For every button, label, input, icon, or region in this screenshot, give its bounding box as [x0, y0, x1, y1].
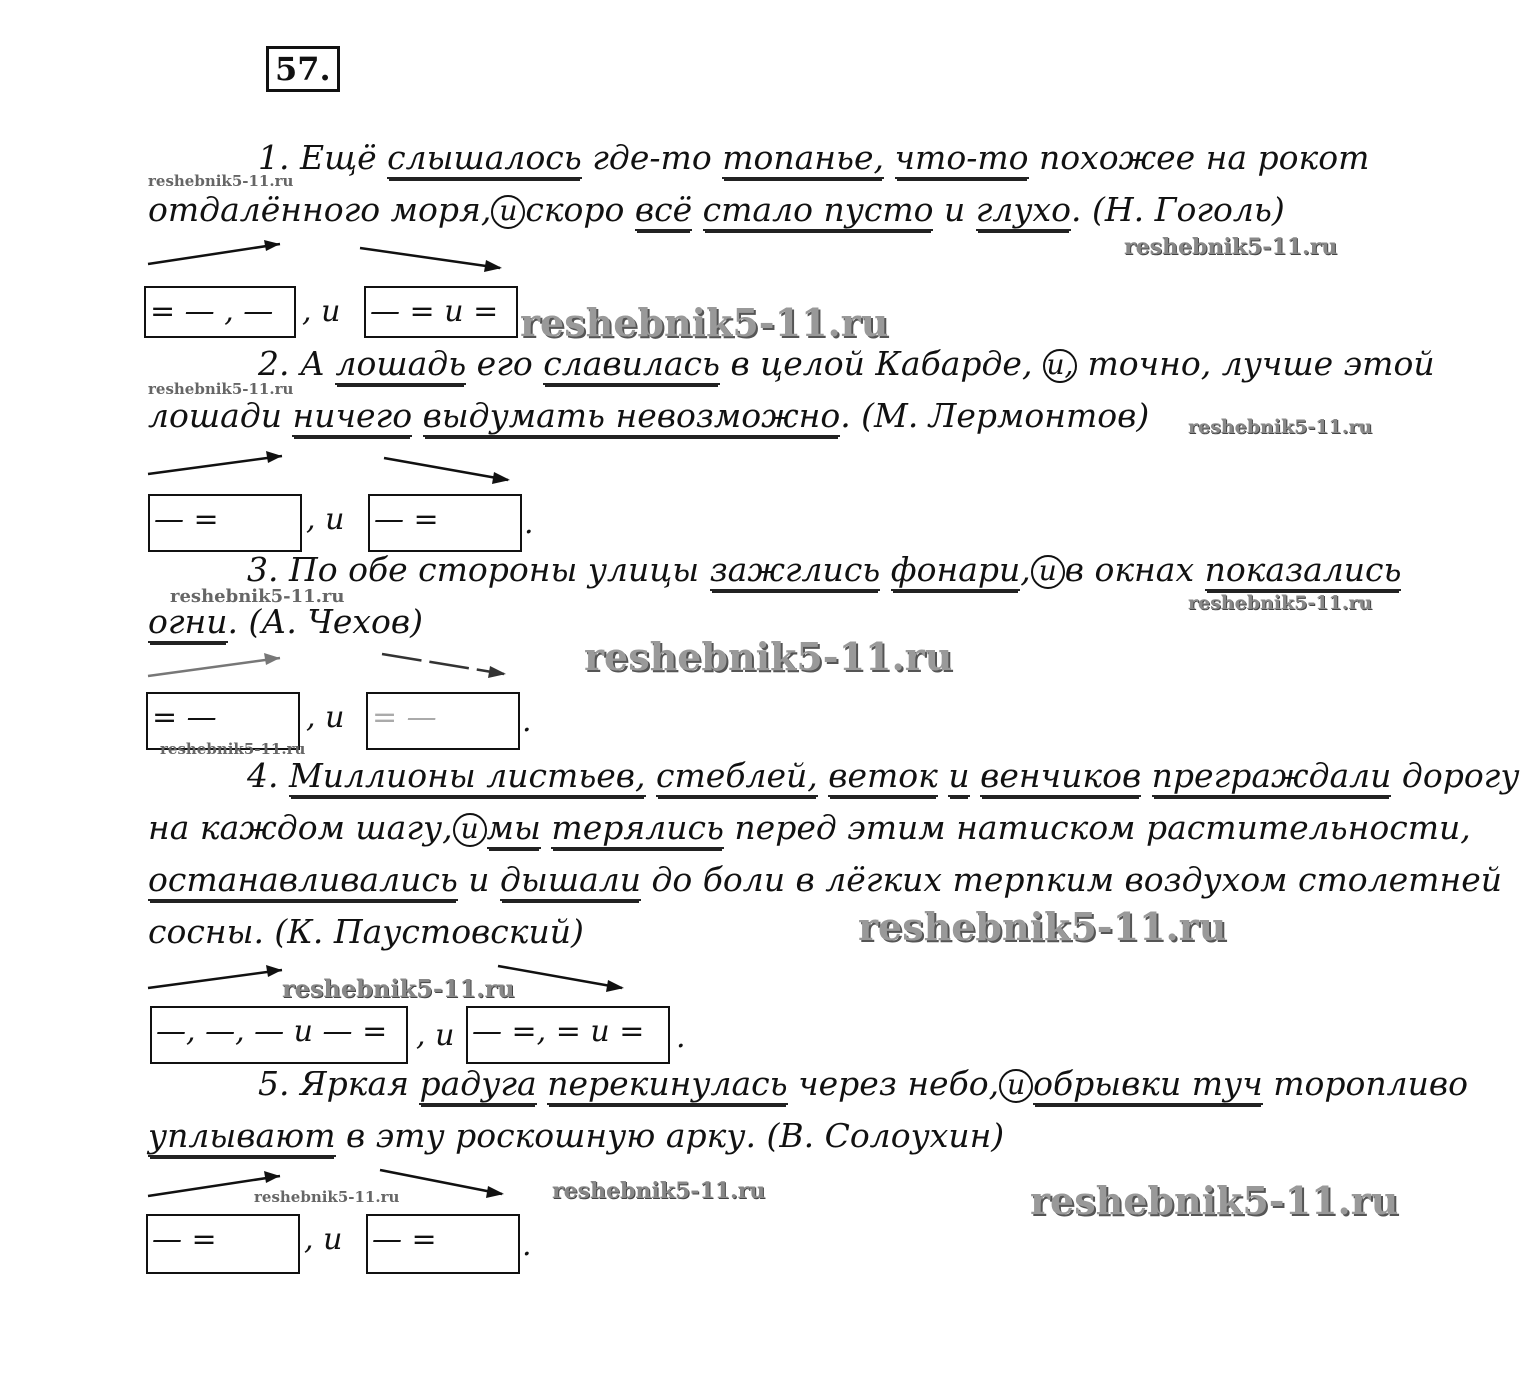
- watermark: reshebnik5-11.ru: [1188, 592, 1373, 614]
- exercise-4-line-1: 4. Миллионы листьев, стеблей, веток и венчиков преграждали дорогу: [247, 756, 1520, 795]
- watermark: reshebnik5-11.ru: [148, 172, 294, 190]
- watermark: reshebnik5-11.ru: [552, 1178, 766, 1204]
- exercise-1-line-2: отдалённого моря, и скоро всё стало пусто и глухо. (Н. Гоголь): [148, 190, 1285, 229]
- exercise-2-line-2: лошади ничего выдумать невозможно. (М. Лермонтов): [148, 396, 1150, 435]
- underlined-word: что-то: [894, 138, 1029, 177]
- scheme-end: .: [522, 704, 532, 739]
- circled-conjunction: и: [1031, 555, 1065, 589]
- scheme-arrows: [148, 648, 518, 692]
- exercise-5-line-2: уплывают в эту роскошную арку. (В. Солоухин): [148, 1116, 1005, 1155]
- watermark: reshebnik5-11.ru: [584, 634, 953, 679]
- scheme-conjunction: , и: [304, 1222, 343, 1257]
- circled-conjunction: и: [999, 1069, 1033, 1103]
- scheme-arrows: [148, 446, 518, 490]
- underlined-word: обрывки туч: [1033, 1064, 1263, 1103]
- circled-conjunction: и: [491, 195, 525, 229]
- underlined-word: перекинулась: [547, 1064, 788, 1103]
- underlined-word: венчиков: [980, 756, 1142, 795]
- exercise-3-line-1: 3. По обе стороны улицы зажглись фонари, и в окнах показались: [247, 550, 1402, 589]
- underlined-word: глухо: [975, 190, 1072, 229]
- scheme-clause-1: = — , —: [144, 286, 296, 338]
- underlined-word: радуга: [419, 1064, 537, 1103]
- watermark: reshebnik5-11.ru: [520, 300, 889, 345]
- underlined-word: всё: [634, 190, 693, 229]
- underlined-word: дышали: [500, 860, 642, 899]
- underlined-word: славилась: [543, 344, 720, 383]
- watermark: reshebnik5-11.ru: [254, 1188, 400, 1206]
- scheme-clause-1: —, —, — и — =: [150, 1006, 408, 1064]
- task-number: 57.: [266, 46, 340, 92]
- underlined-word: огни: [148, 602, 228, 641]
- exercise-1-line-1: 1. Ещё слышалось где-то топанье, что-то похожее на рокот: [258, 138, 1370, 177]
- circled-conjunction: и: [453, 813, 487, 847]
- exercise-5-line-1: 5. Яркая радуга перекинулась через небо, и обрывки туч торопливо: [258, 1064, 1468, 1103]
- scheme-clause-2: = —: [366, 692, 520, 750]
- scheme-clause-1: — =: [148, 494, 302, 552]
- scheme-clause-2: — =: [368, 494, 522, 552]
- watermark: reshebnik5-11.ru: [282, 974, 515, 1003]
- underlined-word: фонари: [890, 550, 1021, 589]
- underlined-word: уплывают: [148, 1116, 336, 1155]
- exercise-3-line-2: огни. (А. Чехов): [148, 602, 423, 641]
- watermark: reshebnik5-11.ru: [1188, 416, 1373, 438]
- scheme-arrows: [148, 236, 518, 276]
- underlined-word: преграждали: [1151, 756, 1392, 795]
- watermark: reshebnik5-11.ru: [858, 904, 1227, 949]
- scheme-clause-2: — = и =: [364, 286, 518, 338]
- scheme-end: .: [522, 1228, 532, 1263]
- circled-conjunction: и,: [1043, 349, 1077, 383]
- exercise-2-line-1: 2. А лошадь его славилась в целой Кабарде, и, точно, лучше этой: [258, 344, 1435, 383]
- scheme-clause-2: — =, = и =: [466, 1006, 670, 1064]
- scheme-end: .: [524, 506, 534, 541]
- scheme-clause-1: — =: [146, 1214, 300, 1274]
- underlined-word: ничего: [292, 396, 413, 435]
- scheme-conjunction: , и: [416, 1018, 455, 1053]
- underlined-word: терялись: [551, 808, 724, 847]
- underlined-word: стало пусто: [702, 190, 934, 229]
- scheme-clause-1: = —: [146, 692, 300, 750]
- underlined-word: выдумать невозможно: [422, 396, 841, 435]
- underlined-word: показались: [1204, 550, 1402, 589]
- underlined-word: веток: [828, 756, 938, 795]
- scheme-end: .: [676, 1020, 686, 1055]
- scheme-clause-2: — =: [366, 1214, 520, 1274]
- scheme-conjunction: , и: [306, 502, 345, 537]
- watermark: reshebnik5-11.ru: [1030, 1178, 1399, 1223]
- underlined-word: зажглись: [709, 550, 881, 589]
- exercise-4-line-3: останавливались и дышали до боли в лёгких терпким воздухом столетней: [148, 860, 1502, 899]
- scheme-conjunction: , и: [306, 700, 345, 735]
- underlined-word: Миллионы листьев,: [288, 756, 646, 795]
- scheme-conjunction: , и: [302, 294, 341, 329]
- underlined-word: мы: [486, 808, 541, 847]
- exercise-4-line-4: сосны. (К. Паустовский): [148, 912, 584, 951]
- watermark: reshebnik5-11.ru: [160, 740, 306, 758]
- exercise-4-line-2: на каждом шагу, и мы терялись перед этим натиском растительности,: [148, 808, 1471, 847]
- watermark: reshebnik5-11.ru: [1124, 234, 1338, 260]
- underlined-word: слышалось: [387, 138, 582, 177]
- underlined-word: лошадь: [335, 344, 467, 383]
- underlined-word: топанье,: [722, 138, 884, 177]
- watermark: reshebnik5-11.ru: [170, 586, 345, 607]
- underlined-word: останавливались: [148, 860, 458, 899]
- underlined-word: стеблей,: [656, 756, 818, 795]
- watermark: reshebnik5-11.ru: [148, 380, 294, 398]
- underlined-word: и: [948, 756, 970, 795]
